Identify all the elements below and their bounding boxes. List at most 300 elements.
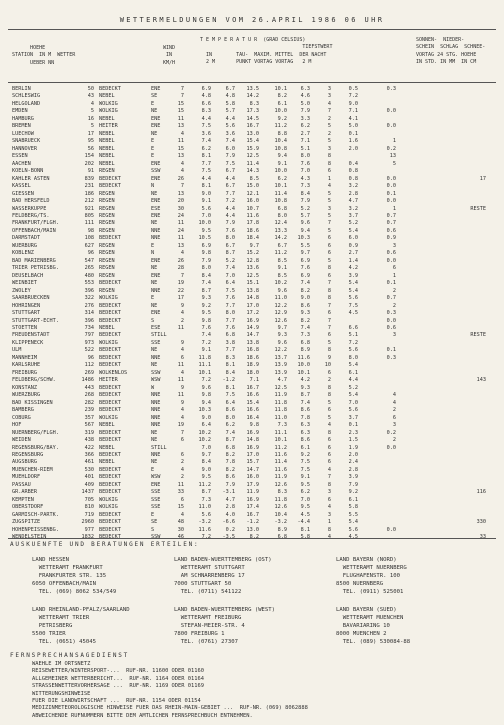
wind-speed: 11 <box>177 481 184 488</box>
dew-point: 8.0 <box>225 310 235 317</box>
station-name: HOHRINGEN <box>12 302 41 309</box>
station-name: REGENSBURG <box>12 451 44 458</box>
wind-speed: 7 <box>180 86 184 92</box>
temperature: 3.6 <box>201 130 211 137</box>
max-temp: 13.0 <box>246 526 259 533</box>
station-name: PASSAU <box>12 481 31 488</box>
night-min: 6.2 <box>300 489 310 496</box>
precipitation: 0.9 <box>386 235 396 242</box>
weather: BEDECKT <box>99 511 121 518</box>
wind-direction: NE <box>151 108 158 115</box>
sunshine-hours: 9.0 <box>348 100 358 107</box>
temperature: 9.8 <box>201 317 211 324</box>
sunshine-code: 2 <box>327 115 331 122</box>
dew-point: 8.1 <box>225 384 235 391</box>
sunshine-hours: 0.1 <box>348 422 358 429</box>
station-height: 108 <box>84 235 94 242</box>
weather: BEDECKT <box>99 280 121 287</box>
station-height: 50 <box>87 86 94 92</box>
station-name: GARMISCH-PARTK. <box>12 511 59 518</box>
sunshine-hours: 2.7 <box>348 250 358 257</box>
table-row <box>0 512 504 519</box>
temperature: 10.2 <box>198 429 211 436</box>
precipitation: 0.3 <box>386 354 396 361</box>
max-temp: 11.9 <box>246 489 259 496</box>
precipitation: 1 <box>392 272 396 279</box>
sunshine-hours: 1.5 <box>348 437 358 444</box>
table-row <box>0 123 504 130</box>
sunshine-code: 6 <box>327 235 331 242</box>
sunshine-hours: 3.7 <box>348 414 358 421</box>
sunshine-code: 5 <box>327 212 331 219</box>
mean-temp: 6.2 <box>277 175 287 182</box>
temperature: 7.3 <box>201 496 211 503</box>
wind-direction: ENE <box>151 212 161 219</box>
sunshine-hours: 3.7 <box>348 212 358 219</box>
precipitation: 6 <box>392 265 396 272</box>
advice-freiburg: LAND BADEN-WUERTTEMBERG (WEST) WETTERAMT FREIBURG STEFAN-MEIER-STR. 4 7800 FREIBURG 1 TEL. (0761) 27307 <box>174 607 276 645</box>
dew-point: 7.4 <box>225 429 235 436</box>
night-min: 5.0 <box>300 100 310 107</box>
max-temp: 12.1 <box>246 190 259 197</box>
dew-point: 3.6 <box>225 130 235 137</box>
wind-speed: 19 <box>177 280 184 287</box>
wind-speed: 20 <box>177 198 184 205</box>
station-name: WUERBURG <box>12 242 37 249</box>
max-temp: 16.6 <box>246 407 259 414</box>
mean-temp: 9.6 <box>277 339 287 346</box>
temperature: 9.7 <box>201 451 211 458</box>
temperature: 9.4 <box>201 399 211 406</box>
temperature: 6.6 <box>201 100 211 107</box>
night-min: 8.6 <box>300 437 310 444</box>
station-name: ZUGSPITZE <box>12 519 41 526</box>
station-name: EMDEN <box>12 108 28 115</box>
station-name: HOHENPEISSENBG. <box>12 526 59 533</box>
station-name: BAD KISSINGEN <box>12 399 53 406</box>
dew-point: 7.5 <box>225 287 235 294</box>
max-temp: 16.0 <box>246 474 259 481</box>
precipitation: 0.3 <box>386 310 396 317</box>
sunshine-code: 5 <box>327 227 331 234</box>
wind-direction: SSE <box>151 504 161 511</box>
max-temp: 12.5 <box>246 153 259 160</box>
station-name: ESSEN <box>12 153 28 160</box>
sunshine-code: 8 <box>327 265 331 272</box>
sunshine-code: 6 <box>327 451 331 458</box>
sunshine-code: 8 <box>327 392 331 399</box>
dew-point: 8.7 <box>225 437 235 444</box>
precipitation: 2 <box>392 437 396 444</box>
station-name: STUTTGART <box>12 310 41 317</box>
night-min: 9.0 <box>300 295 310 302</box>
sunshine-hours: 1.6 <box>348 138 358 145</box>
sunshine-hours: 2.0 <box>348 145 358 152</box>
wind-direction: ENE <box>151 257 161 264</box>
table-row <box>0 318 504 325</box>
max-temp: 17.3 <box>246 108 259 115</box>
mean-temp: 12.2 <box>274 302 287 309</box>
dew-point: 5.8 <box>225 100 235 107</box>
sunshine-code: 6 <box>327 444 331 451</box>
wind-direction: NNE <box>151 287 161 294</box>
advice-muenchen: LAND BAYERN (SUED) WETTERAMT MUENCHEN BAVARIARING 10 8000 MUENCHEN 2 TEL. (089) 530084-88 <box>336 607 411 645</box>
night-min: 9.7 <box>300 250 310 257</box>
max-temp: 11.4 <box>246 160 259 167</box>
temperature: 7.0 <box>201 212 211 219</box>
station-height: 522 <box>84 347 94 354</box>
wind-speed: 2 <box>180 317 184 324</box>
sunshine-code: 1 <box>327 519 331 526</box>
dew-point: 4.4 <box>225 115 235 122</box>
mean-temp: 4.7 <box>277 377 287 384</box>
temperature: 7.2 <box>201 534 211 541</box>
advice-trier: LAND RHEINLAND-PFALZ/SAARLAND WETTERAMT TRIER PETRISBERG 5500 TRIER TEL. (0651) 45045 <box>32 607 130 645</box>
wind-direction: NE <box>151 347 158 354</box>
max-temp: 17.8 <box>246 220 259 227</box>
dew-point: 6.7 <box>225 242 235 249</box>
night-min: 7.1 <box>300 138 310 145</box>
sunshine-hours: 2.4 <box>348 459 358 466</box>
wind-direction: WSW <box>151 474 161 481</box>
mean-temp: 11.6 <box>274 466 287 473</box>
mean-temp: 9.4 <box>277 153 287 160</box>
max-temp: 12.8 <box>246 257 259 264</box>
wind-speed: 11 <box>177 138 184 145</box>
max-temp: -1.2 <box>246 519 259 526</box>
mean-temp: 11.8 <box>274 399 287 406</box>
sunshine-hours: 6.0 <box>348 235 358 242</box>
sunshine-code: 8 <box>327 526 331 533</box>
max-temp: 13.5 <box>246 86 259 92</box>
temperature: 8.7 <box>201 287 211 294</box>
weather: NEBEL <box>99 422 115 429</box>
station-height: 43 <box>87 93 94 100</box>
max-temp: 17.0 <box>246 302 259 309</box>
max-temp: 18.4 <box>246 235 259 242</box>
wind-direction: ESE <box>151 205 161 212</box>
precipitation: 0.7 <box>386 212 396 219</box>
dew-point: 8.4 <box>225 369 235 376</box>
table-row <box>0 280 504 287</box>
station-name: WEINBIET <box>12 280 37 287</box>
weather: REGEN <box>99 190 115 197</box>
dew-point: 7.7 <box>225 190 235 197</box>
mean-temp: 11.0 <box>274 414 287 421</box>
sunshine-code: 5 <box>327 190 331 197</box>
max-temp: 17.9 <box>246 481 259 488</box>
dew-point: 7.9 <box>225 481 235 488</box>
station-height: 2960 <box>81 519 94 526</box>
mean-temp: 6.7 <box>277 242 287 249</box>
station-height: 276 <box>84 302 94 309</box>
max-temp: 15.2 <box>246 250 259 257</box>
night-min: 8.6 <box>300 407 310 414</box>
dew-point: 5.7 <box>225 108 235 115</box>
wind-speed: 24 <box>177 227 184 234</box>
weather: BEDECKT <box>99 429 121 436</box>
table-row <box>0 467 504 474</box>
table-row <box>0 519 504 526</box>
table-row <box>0 445 504 452</box>
station-table <box>0 86 504 542</box>
wind-speed: 6 <box>180 451 184 458</box>
wind-speed: 4 <box>180 250 184 257</box>
weather: NEBEL <box>99 459 115 466</box>
weather: BEDECKT <box>99 534 121 541</box>
precipitation: 4 <box>392 392 396 399</box>
mean-temp: -3.2 <box>274 519 287 526</box>
sunshine-hours: 9.2 <box>348 489 358 496</box>
station-height: 314 <box>84 310 94 317</box>
sunshine-hours: 5.2 <box>348 384 358 391</box>
station-height: 91 <box>87 168 94 175</box>
station-name: WUERZBURG <box>12 392 41 399</box>
table-row <box>0 459 504 466</box>
sunshine-hours: 5.6 <box>348 347 358 354</box>
dew-point: 7.7 <box>225 317 235 324</box>
station-name: BAD HERSFELD <box>12 198 50 205</box>
wind-direction: NNE <box>151 235 161 242</box>
weather: REGEN <box>99 265 115 272</box>
wind-direction: S <box>151 317 155 324</box>
sunshine-hours: 5.6 <box>348 295 358 302</box>
dew-point: 7.7 <box>225 347 235 354</box>
wind-direction: STILL <box>151 332 167 339</box>
station-name: COBURG <box>12 414 31 421</box>
weather: BEDECKT <box>99 175 121 182</box>
mean-temp: 9.3 <box>277 332 287 339</box>
weather: NEBEL <box>99 444 115 451</box>
night-min: 6.9 <box>300 272 310 279</box>
station-height: 5 <box>90 123 94 130</box>
night-min: 7.4 <box>300 399 310 406</box>
weather: HEITER <box>99 123 118 130</box>
wind-direction: SSE <box>151 339 161 346</box>
wind-speed: 4 <box>180 160 184 167</box>
station-height: 17 <box>87 130 94 137</box>
dew-point: 7.6 <box>225 295 235 302</box>
wind-speed: 6 <box>180 437 184 444</box>
wind-direction: E <box>151 242 155 249</box>
table-row <box>0 504 504 511</box>
temperature: 7.4 <box>201 280 211 287</box>
wind-direction: NE <box>151 280 158 287</box>
station-name: WENDELSTEIN <box>12 534 47 541</box>
weather: REGEN <box>99 220 115 227</box>
precipitation: 0.0 <box>386 317 396 324</box>
night-min: 7.0 <box>300 496 310 503</box>
wind-speed: 48 <box>177 519 184 526</box>
mean-temp: 11.2 <box>274 123 287 130</box>
night-min: 8.0 <box>300 153 310 160</box>
station-name: FREUDENSTADT <box>12 332 50 339</box>
max-temp: 16.7 <box>246 384 259 391</box>
weather: NEBEL <box>99 145 115 152</box>
weather: BEDECKT <box>99 466 121 473</box>
wind-direction: NE <box>151 302 158 309</box>
wind-direction: N <box>151 183 155 190</box>
table-row <box>0 101 504 108</box>
night-min: 5.5 <box>300 242 310 249</box>
max-temp: 12.5 <box>246 272 259 279</box>
sunshine-code: 3 <box>327 86 331 92</box>
night-min: 7.8 <box>300 414 310 421</box>
station-name: KASSEL <box>12 183 31 190</box>
night-min: 5.8 <box>300 534 310 541</box>
sunshine-code: 7 <box>327 302 331 309</box>
station-height: 56 <box>87 145 94 152</box>
mean-temp: 13.9 <box>274 369 287 376</box>
header-temperature: T E M P E R A T U R (GRAD CELSIUS) TIEFSTWERT IN TAU- MAXIM. MITTEL DER NACHT 2 M PUNKT VORTAG VORTAG 2 M <box>200 37 333 66</box>
night-min: 9.4 <box>300 227 310 234</box>
sunshine-hours: 1.9 <box>348 444 358 451</box>
sunshine-hours: 5.0 <box>348 123 358 130</box>
wind-direction: ENE <box>151 272 161 279</box>
night-min: 11.6 <box>297 354 310 361</box>
sunshine-hours: 5.4 <box>348 287 358 294</box>
wind-speed: 4 <box>180 347 184 354</box>
precipitation: 5 <box>392 160 396 167</box>
advice-frankfurt: LAND HESSEN WETTERAMT FRANKFURT FRANKFURTER STR. 135 6050 OFFENBACH/MAIN TEL. (069) 8062 534/549 <box>32 557 117 595</box>
station-name: STUTTGART-ECHT. <box>12 317 59 324</box>
weather: BEDECKT <box>99 489 121 496</box>
table-row <box>0 422 504 429</box>
wind-direction: NNE <box>151 227 161 234</box>
station-height: 231 <box>84 183 94 190</box>
sunshine-hours: 2.8 <box>348 190 358 197</box>
station-name: NUERNBERG/FLGH. <box>12 429 59 436</box>
table-row <box>0 273 504 280</box>
precipitation: 1 <box>392 138 396 145</box>
night-min: 7.5 <box>300 466 310 473</box>
mean-temp: 10.2 <box>274 280 287 287</box>
station-height: 627 <box>84 242 94 249</box>
night-min: 7.3 <box>300 332 310 339</box>
weather: WOLKENLOS <box>99 369 128 376</box>
sunshine-hours: 4.4 <box>348 377 358 384</box>
weather: BEDECKT <box>99 347 121 354</box>
station-name: GR.ARBER <box>12 489 37 496</box>
wind-direction: ESE <box>151 325 161 331</box>
sunshine-code: 3 <box>327 489 331 496</box>
sunshine-code: 7 <box>327 220 331 227</box>
table-row <box>0 482 504 489</box>
table-row <box>0 310 504 317</box>
table-row <box>0 198 504 205</box>
max-temp: 16.9 <box>246 444 259 451</box>
wind-direction: E <box>151 145 155 152</box>
weather: BEDECKT <box>99 235 121 242</box>
wind-speed: 13 <box>177 242 184 249</box>
table-row <box>0 161 504 168</box>
mean-temp: 8.5 <box>277 257 287 264</box>
night-min: 7.6 <box>300 265 310 272</box>
dew-point: 7.9 <box>225 153 235 160</box>
sunshine-hours: 7.2 <box>348 339 358 346</box>
sunshine-code: 5 <box>327 257 331 264</box>
night-min: 5.1 <box>300 145 310 152</box>
wind-speed: 19 <box>177 422 184 429</box>
wind-speed: 11 <box>177 392 184 399</box>
dew-point: 4.8 <box>225 93 235 100</box>
mean-temp: 11.8 <box>274 407 287 414</box>
wind-speed: 4 <box>180 310 184 317</box>
sunshine-code: 6 <box>327 168 331 175</box>
weather: BEDECKT <box>99 437 121 444</box>
max-temp: 14.7 <box>246 466 259 473</box>
station-name: LUECHOW <box>12 130 34 137</box>
dew-point: 8.1 <box>225 362 235 369</box>
precipitation: 0.2 <box>386 145 396 152</box>
max-temp: 16.6 <box>246 392 259 399</box>
max-temp: 15.4 <box>246 399 259 406</box>
sunshine-code: 6 <box>327 407 331 414</box>
sunshine-hours: 3.9 <box>348 272 358 279</box>
wind-speed: 28 <box>177 265 184 272</box>
wind-direction: NE <box>151 190 158 197</box>
station-name: STOETTEN <box>12 325 37 331</box>
wind-direction: NE <box>151 362 158 369</box>
wind-direction: E <box>151 466 155 473</box>
mean-temp: 8.0 <box>277 212 287 219</box>
station-height: 422 <box>84 444 94 451</box>
wind-direction: SSE <box>151 489 161 496</box>
station-height: 357 <box>84 414 94 421</box>
weather: NEBEL <box>99 93 115 100</box>
dew-point: 8.2 <box>225 451 235 458</box>
mean-temp: 8.5 <box>277 272 287 279</box>
dew-point: 8.7 <box>225 250 235 257</box>
night-min: 9.2 <box>300 451 310 458</box>
max-temp: 14.3 <box>246 168 259 175</box>
table-row <box>0 108 504 115</box>
night-min: 7.5 <box>300 459 310 466</box>
weather: REGEN <box>99 205 115 212</box>
dew-point: 7.7 <box>225 302 235 309</box>
max-temp: 16.7 <box>246 511 259 518</box>
wind-speed: 4 <box>180 466 184 473</box>
max-temp: 18.6 <box>246 354 259 361</box>
table-row <box>0 415 504 422</box>
station-height: 95 <box>87 138 94 145</box>
sunshine-hours: 0.4 <box>348 160 358 167</box>
sunshine-code: 5 <box>327 138 331 145</box>
temperature: 7.2 <box>201 339 211 346</box>
station-name: SCHLESWIG <box>12 93 41 100</box>
wind-speed: 11 <box>177 220 184 227</box>
station-height: 212 <box>84 198 94 205</box>
weather: REGEN <box>99 168 115 175</box>
temperature: 10.5 <box>198 235 211 242</box>
dew-point: 4.7 <box>225 496 235 503</box>
sunshine-hours: 5.6 <box>348 526 358 533</box>
dew-point: 5.2 <box>225 257 235 264</box>
precipitation: 0.6 <box>386 227 396 234</box>
snow-depth: RESTE <box>470 205 486 212</box>
mean-temp: 12.6 <box>274 317 287 324</box>
night-min: 4.2 <box>300 377 310 384</box>
weather: NEBEL <box>99 160 115 167</box>
station-name: FRANKFURT/FLGH. <box>12 220 59 227</box>
wind-speed: 13 <box>177 153 184 160</box>
mean-temp: 11.1 <box>274 429 287 436</box>
dew-point: 7.6 <box>225 227 235 234</box>
table-row <box>0 220 504 227</box>
sunshine-hours: 4.2 <box>348 265 358 272</box>
station-height: 719 <box>84 511 94 518</box>
wind-direction: ENE <box>151 115 161 122</box>
